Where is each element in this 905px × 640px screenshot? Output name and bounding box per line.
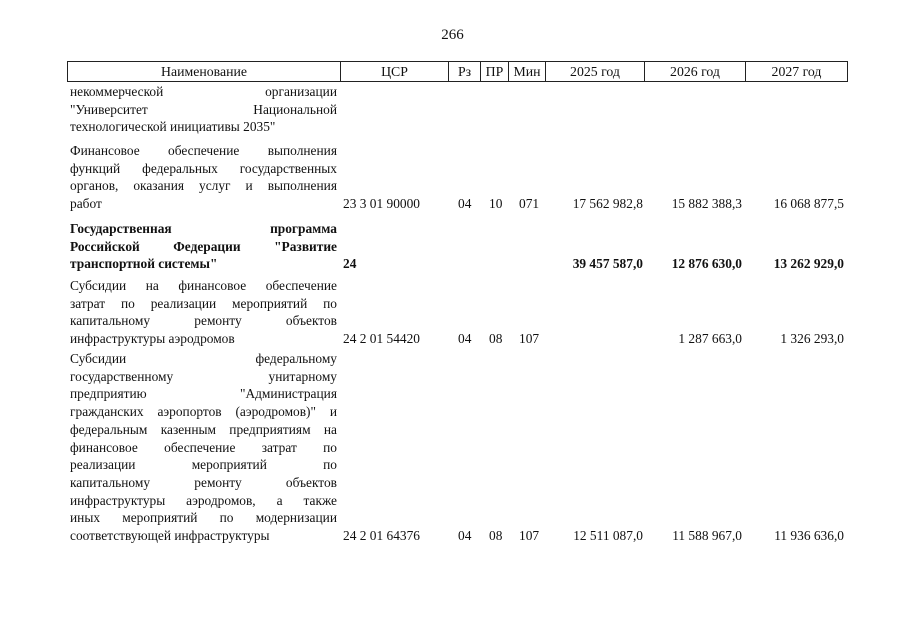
row-name-line: инфраструктуры аэродромов, а также	[70, 492, 337, 508]
row-csr: 24 2 01 64376	[343, 527, 420, 543]
header-name: Наименование	[161, 64, 247, 79]
row-name	[70, 350, 337, 545]
row-2027: 13 262 929,0	[773, 256, 844, 272]
row-csr: 24 2 01 54420	[343, 330, 420, 346]
row-2027: 1 326 293,0	[780, 330, 844, 346]
row-pr: 08	[489, 527, 503, 543]
row-2025: 17 562 982,8	[572, 195, 643, 211]
row-name-line: реализации мероприятий по	[70, 457, 337, 473]
header-rz: Рз	[448, 62, 480, 81]
row-name-line: иных мероприятий по модернизации	[70, 510, 337, 526]
row-name-line: инфраструктуры аэродромов	[70, 331, 235, 347]
row-name-line: "Университет Национальной	[70, 101, 337, 117]
row-name-line: предприятию "Администрация	[70, 386, 337, 402]
row-csr: 23 3 01 90000	[343, 195, 420, 211]
table-header	[67, 61, 848, 82]
row-name-line: технологической инициативы 2035"	[70, 119, 276, 135]
row-name-line: работ	[70, 196, 102, 212]
table-row	[67, 350, 848, 545]
row-name-line: соответствующей инфраструктуры	[70, 528, 270, 544]
row-name-line: капитальному ремонту объектов	[70, 313, 337, 329]
table-row	[67, 83, 848, 136]
row-values	[67, 195, 848, 213]
header-min: Мин	[508, 62, 545, 81]
header-csr: ЦСР	[340, 62, 448, 81]
header-2027: 2027 год	[745, 62, 847, 81]
row-min: 107	[519, 527, 540, 543]
row-name-line: государственному унитарному	[70, 368, 337, 384]
row-values	[67, 118, 848, 136]
header-pr: ПР	[480, 62, 508, 81]
row-name-line: Финансовое обеспечение выполнения	[70, 143, 337, 158]
row-min: 107	[519, 330, 540, 346]
row-2025: 39 457 587,0	[572, 256, 643, 272]
row-2025: 12 511 087,0	[573, 527, 643, 543]
row-rz: 04	[458, 527, 472, 543]
row-name-line: капитальному ремонту объектов	[70, 474, 337, 490]
row-name-line: гражданских аэропортов (аэродромов)" и	[70, 404, 337, 420]
row-name-line: транспортной системы"	[70, 256, 218, 272]
row-2027: 11 936 636,0	[774, 527, 844, 543]
header-2025: 2025 год	[545, 62, 644, 81]
row-2026: 15 882 388,3	[671, 195, 742, 211]
row-2026: 1 287 663,0	[678, 330, 742, 346]
row-rz: 04	[458, 330, 472, 346]
row-2026: 12 876 630,0	[671, 256, 742, 272]
row-name-line: функций федеральных государственных	[70, 160, 337, 176]
row-name-line: Субсидии на финансовое обеспечение	[70, 278, 337, 293]
row-pr: 08	[489, 330, 503, 346]
page-number: 266	[441, 27, 464, 43]
table-row	[67, 142, 848, 213]
row-values	[67, 527, 848, 545]
row-2026: 11 588 967,0	[672, 527, 742, 543]
row-name-line: Субсидии федеральному	[70, 351, 337, 366]
row-values	[67, 330, 848, 348]
row-name-line: некоммерческой организации	[70, 84, 337, 99]
row-2027: 16 068 877,5	[773, 195, 844, 211]
table-row	[67, 220, 848, 273]
row-values	[67, 255, 848, 273]
row-rz: 04	[458, 195, 472, 211]
row-name-line: органов, оказания услуг и выполнения	[70, 178, 337, 194]
table-row	[67, 277, 848, 348]
row-csr: 24	[343, 256, 357, 272]
header-2026: 2026 год	[644, 62, 745, 81]
row-name-line: финансовое обеспечение затрат по	[70, 439, 337, 455]
row-name-line: федеральным казенным предприятиям на	[70, 421, 337, 437]
row-name-line: Государственная программа	[70, 221, 337, 236]
row-min: 071	[519, 195, 540, 211]
row-name-line: Российской Федерации "Развитие	[70, 238, 337, 254]
row-pr: 10	[489, 195, 503, 211]
row-name-line: затрат по реализации мероприятий по	[70, 295, 337, 311]
